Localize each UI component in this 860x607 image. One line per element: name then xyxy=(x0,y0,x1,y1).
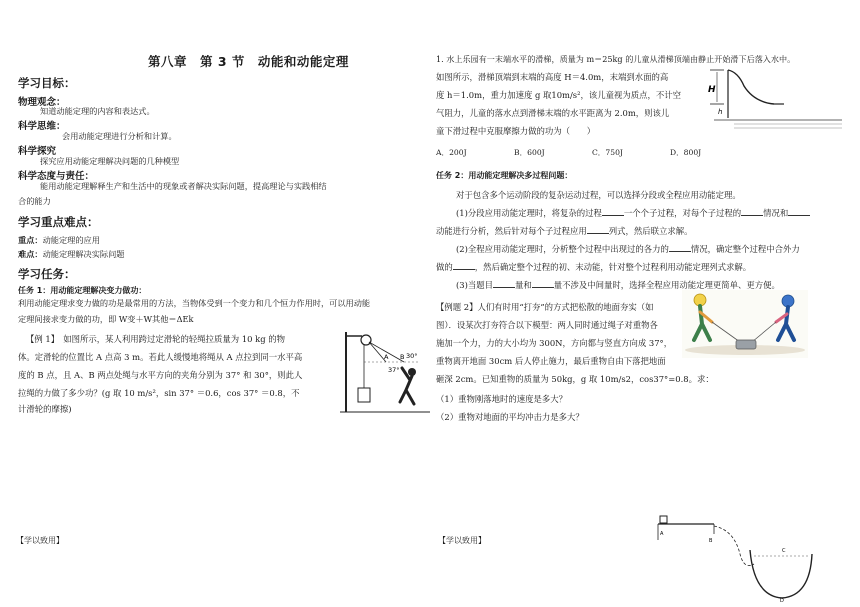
task1-line-2: 定理间接求变力做的功，即 W变＋W其他＝ΔEk xyxy=(18,314,194,324)
q1-line-3: 度 h＝1.0m，重力加速度 g 取10m/s²，该儿童视为质点，不计空 xyxy=(436,90,681,100)
example1-line-4: 拉绳的力做了多少功？(g 取 10 m/s²，sin 37° ＝0.6，cos 37° ＝0.8，不 xyxy=(18,388,300,398)
figure-angle-30: 30° xyxy=(406,352,418,360)
task2-p2-line1: (2)全程应用动能定理时，分析整个过程中出现过的各力的 情况，确定整个过程中合外力 xyxy=(456,244,800,254)
task1-title: 任务 1：用动能定理解决变力做功： xyxy=(18,286,147,295)
q1-option-c[interactable]: C．750J xyxy=(592,148,623,157)
slide-figure xyxy=(704,62,844,132)
q1-option-d[interactable]: D．800J xyxy=(670,148,702,157)
difficulty-text: 动能定理解决实际问题 xyxy=(42,249,125,259)
example2-line-1: 【例题 2】人们有时用“打夯”的方式把松散的地面夯实（如 xyxy=(436,302,654,312)
example2-line-2: 图）．设某次打夯符合以下模型：两人同时通过绳子对重物各 xyxy=(436,320,658,330)
blank-8[interactable] xyxy=(532,278,554,288)
task-heading: 学习任务： xyxy=(18,267,76,281)
example1-line-2: 体。定滑轮的位置比 A 点高 3 m。若此人缓慢地将绳从 A 点拉到同一水平高 xyxy=(18,352,303,362)
blank-1[interactable] xyxy=(602,206,624,216)
blank-5[interactable] xyxy=(669,242,691,252)
difficulty-line xyxy=(18,247,124,261)
goal-text-inquiry: 探究应用动能定理解决问题的几种模型 xyxy=(40,156,180,166)
track-figure xyxy=(654,510,814,604)
task1-line-1: 利用动能定理求变力做的功是最常用的方法，当物体受到一个变力和几个恒力作用时，可以用动能 xyxy=(18,298,371,308)
example2-line-4: 重物离开地面 30cm 后人停止施力，最后重物自由下落把地面 xyxy=(436,356,666,366)
example1-line-3: 度的 B 点，且 A、B 两点处绳与水平方向的夹角分别为 37° 和 30°，则此人 xyxy=(18,370,303,380)
task2-p2-line2: 做的 ，然后确定整个过程的初、末动能，针对整个过程利用动能定理列式求解。 xyxy=(436,262,752,272)
figure-label-b: B xyxy=(400,353,405,361)
figure-label-a: A xyxy=(384,353,389,361)
practice-label-left: 【学以致用】 xyxy=(16,536,64,545)
goal-label-inquiry: 科学探究 xyxy=(18,146,57,157)
q1-line-2: 如图所示，滑梯顶端到末端的高度 H＝4.0m，末端到水面的高 xyxy=(436,72,669,82)
task2-p1-line2: 动能进行分析，然后针对每个子过程应用 列式，然后联立求解。 xyxy=(436,226,693,236)
goals-heading: 学习目标： xyxy=(18,76,76,90)
example2-line-3: 施加一个力，力的大小均为 300N，方向都与竖直方向成 37°， xyxy=(436,338,673,348)
key-point-text: 动能定理的应用 xyxy=(42,235,100,245)
q1-line-4: 气阻力，儿童的落水点到滑梯末端的水平距离为 2.0m，则该儿 xyxy=(436,108,670,118)
task2-p1-line1: (1)分段应用动能定理时，将复杂的过程 一个个子过程，对每个子过程的 情况和 xyxy=(456,204,810,222)
goal-text-thinking: 会用动能定理进行分析和计算。 xyxy=(62,131,177,141)
q1-options xyxy=(436,146,748,160)
track-label-c: C xyxy=(782,548,786,554)
goal-text-concept: 知道动能定理的内容和表达式。 xyxy=(40,106,155,116)
difficulty-label: 难点： xyxy=(18,249,43,259)
blank-7[interactable] xyxy=(493,278,515,288)
figure-angle-37: 37° xyxy=(388,366,400,374)
tamping-figure xyxy=(682,290,808,358)
q1-line-5: 童下滑过程中克服摩擦力做的功为（ ） xyxy=(436,126,596,136)
goal-label-thinking: 科学思维： xyxy=(18,121,66,132)
goal-label-attitude: 科学态度与责任： xyxy=(18,171,95,182)
goal-label-concept: 物理观念： xyxy=(18,97,66,108)
key-points-heading: 学习重点难点： xyxy=(18,215,99,229)
example1-line-5: 计滑轮的摩擦) xyxy=(18,404,72,414)
slide-label-big-h: H xyxy=(708,85,716,95)
key-point-line xyxy=(18,233,100,247)
practice-label-right: 【学以致用】 xyxy=(438,536,486,545)
track-label-a: A xyxy=(660,531,664,537)
blank-3[interactable] xyxy=(788,206,810,216)
example1-line-1: 【例 1】 如图所示，某人利用跨过定滑轮的轻绳拉质量为 10 kg 的物 xyxy=(26,334,285,344)
goal-text-attitude: 能用动能定理解释生产和生活中的现象或者解决实际问题，提高理论与实践相结 xyxy=(40,181,327,191)
q1-option-b[interactable]: B．600J xyxy=(514,148,545,157)
blank-4[interactable] xyxy=(587,224,609,234)
goal-text-attitude-cont: 合的能力 xyxy=(18,196,51,206)
key-point-label: 重点： xyxy=(18,235,43,245)
slide-label-small-h: h xyxy=(718,108,723,116)
example2-question-2: （2）重物对地面的平均冲击力是多大？ xyxy=(436,412,584,422)
page-title: 第八章 第 3 节 动能和动能定理 xyxy=(148,54,349,69)
track-label-d: D xyxy=(780,598,784,604)
track-label-b: B xyxy=(709,538,713,544)
pulley-figure xyxy=(340,328,430,416)
task2-intro: 对于包含多个运动阶段的复杂运动过程，可以选择分段或全程应用动能定理。 xyxy=(456,190,741,200)
q1-line-1: 1. 水上乐园有一末端水平的滑梯，质量为 m＝25kg 的儿童从滑梯顶端由静止开始滑下后落入水中。 xyxy=(436,54,796,64)
blank-6[interactable] xyxy=(453,260,475,270)
example2-line-5: 砸深 2cm。已知重物的质量为 50kg，g 取 10m/s2，cos37°=0.8。求： xyxy=(436,374,714,384)
task2-p3-line: (3)当题目 量和 量不涉及中间量时，选择全程应用动能定理更简单、更方便。 xyxy=(456,280,780,290)
task2-title: 任务 2：用动能定理解决多过程问题： xyxy=(436,171,573,180)
blank-2[interactable] xyxy=(741,206,763,216)
q1-option-a[interactable]: A．200J xyxy=(436,148,467,157)
example2-question-1: （1）重物刚落地时的速度是多大？ xyxy=(436,394,567,404)
